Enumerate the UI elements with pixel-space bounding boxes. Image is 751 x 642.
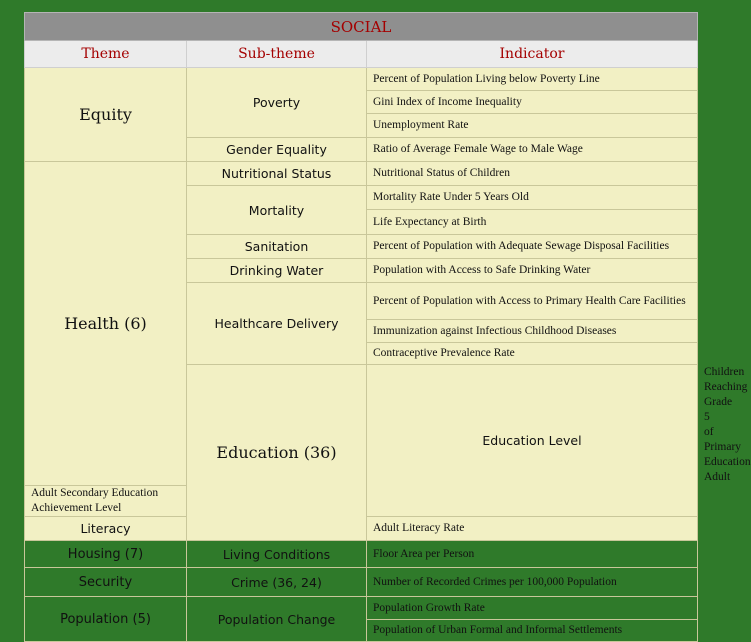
table-row xyxy=(25,162,698,186)
subtheme-mortality: Mortality xyxy=(187,186,367,235)
indicator-nutritional-status: Nutritional Status of Children xyxy=(367,162,698,186)
indicator-floor-area: Floor Area per Person xyxy=(367,541,698,568)
indicator-mortality-under-5: Mortality Rate Under 5 Years Old xyxy=(367,186,698,210)
indicator-secondary-achievement: Adult Secondary Education Achievement Level xyxy=(25,486,187,517)
theme-population: Population (5) xyxy=(25,597,187,642)
table-row xyxy=(25,597,698,620)
social-indicators-table xyxy=(24,12,751,642)
subtheme-drinking-water: Drinking Water xyxy=(187,259,367,283)
header-theme: Theme xyxy=(25,41,187,68)
table-row xyxy=(25,541,698,568)
subtheme-literacy: Literacy xyxy=(25,517,187,541)
subtheme-gender-equality: Gender Equality xyxy=(187,138,367,162)
indicator-gini: Gini Index of Income Inequality xyxy=(367,91,698,114)
indicator-wage-ratio: Ratio of Average Female Wage to Male Wage xyxy=(367,138,698,162)
subtheme-sanitation: Sanitation xyxy=(187,235,367,259)
indicator-sewage: Percent of Population with Adequate Sewage Disposal Facilities xyxy=(367,235,698,259)
theme-education: Education (36) xyxy=(187,365,367,541)
table-row xyxy=(25,568,698,597)
indicator-contraceptive: Contraceptive Prevalence Rate xyxy=(367,343,698,365)
social-indicators-table-frame xyxy=(24,12,751,636)
indicator-urban-settlements: Population of Urban Formal and Informal Settlements xyxy=(367,620,698,642)
indicator-adult-literacy: Adult Literacy Rate xyxy=(367,517,698,541)
indicator-poverty-line: Percent of Population Living below Poverty Line xyxy=(367,68,698,91)
header-indicator: Indicator xyxy=(367,41,698,68)
table-row: Education (36) Education Level Children Reaching Grade 5 of Primary Education Adult xyxy=(25,365,698,486)
indicator-primary-health-care: Percent of Population with Access to Primary Health Care Facilities xyxy=(367,283,698,320)
subtheme-crime: Crime (36, 24) xyxy=(187,568,367,597)
subtheme-healthcare-delivery: Healthcare Delivery xyxy=(187,283,367,365)
table-title: SOCIAL xyxy=(25,13,698,41)
subtheme-living-conditions: Living Conditions xyxy=(187,541,367,568)
subtheme-population-change: Population Change xyxy=(187,597,367,642)
theme-security: Security xyxy=(25,568,187,597)
indicator-population-growth: Population Growth Rate xyxy=(367,597,698,620)
theme-housing: Housing (7) xyxy=(25,541,187,568)
header-row xyxy=(25,41,698,68)
subtheme-nutritional-status: Nutritional Status xyxy=(187,162,367,186)
title-row xyxy=(25,13,698,41)
indicator-safe-water: Population with Access to Safe Drinking Water xyxy=(367,259,698,283)
indicator-recorded-crimes: Number of Recorded Crimes per 100,000 Population xyxy=(367,568,698,597)
table-row xyxy=(25,68,698,91)
theme-health: Health (6) xyxy=(25,162,187,486)
header-subtheme: Sub-theme xyxy=(187,41,367,68)
indicator-immunization: Immunization against Infectious Childhood Diseases xyxy=(367,320,698,343)
subtheme-education-level: Education Level xyxy=(367,365,698,517)
indicator-unemployment: Unemployment Rate xyxy=(367,114,698,138)
subtheme-poverty: Poverty xyxy=(187,68,367,138)
theme-equity: Equity xyxy=(25,68,187,162)
indicator-life-expectancy: Life Expectancy at Birth xyxy=(367,210,698,235)
